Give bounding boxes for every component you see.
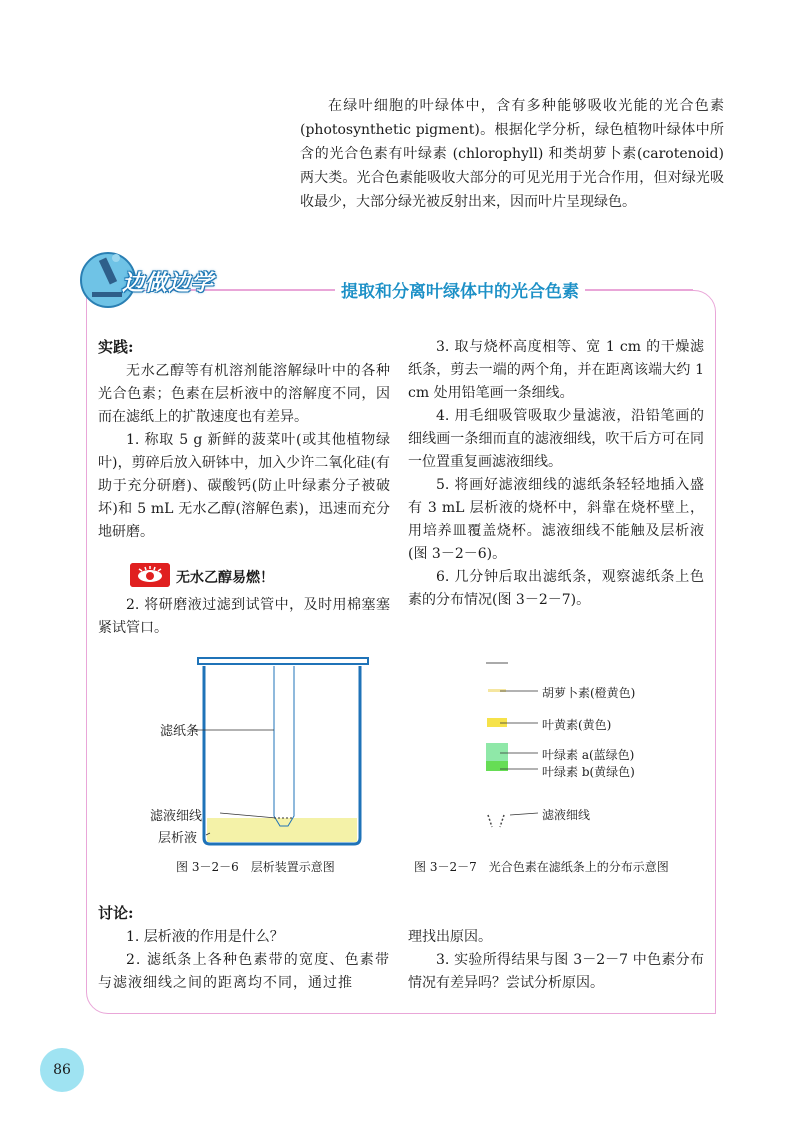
intro-paragraph: 在绿叶细胞的叶绿体中，含有多种能够吸收光能的光合色素(photosynthetic pigment)。根据化学分析，绿色植物叶绿体中所含的光合色素有叶绿素 (chlorophyll) 和类胡萝卜素(carotenoid)两大类。光合色素能吸收大部分的可见光用于光合作用，但对绿光吸收最少，大部分绿光被反射出来，因而叶片呈现绿色。: [300, 98, 724, 210]
practice-step-2-block: [98, 594, 390, 640]
filtrate-line-left: [488, 815, 492, 827]
discussion-left-column: [98, 926, 390, 995]
discussion-q3: 3. 实验所得结果与图 3－2－7 中色素分布情况有差异吗？尝试分析原因。: [408, 952, 704, 991]
discussion-q2: 2. 滤纸条上各种色素带的宽度、色素带与滤液细线之间的距离均不同，通过推: [98, 952, 390, 991]
warning-text: 无水乙醇易燃！: [176, 570, 274, 586]
band-label-carotene: 胡萝卜素(橙黄色): [542, 686, 636, 700]
discussion-q1: 1. 层析液的作用是什么？: [126, 929, 284, 945]
band-leader-lines: [500, 685, 545, 825]
petri-dish-cover: [198, 658, 368, 664]
practice-right-column: [408, 336, 704, 612]
beaker: [204, 666, 360, 844]
figure1-caption: 图 3－2－6 层析装置示意图: [176, 860, 335, 874]
discussion-right-column: [408, 926, 704, 995]
practice-step-6: 6. 几分钟后取出滤纸条，观察滤纸条上色素的分布情况(图 3－2－7)。: [408, 569, 704, 608]
band-label-chlorophyll-a: 叶绿素 a(蓝绿色): [542, 748, 635, 762]
practice-step-1: 1. 称取 5 g 新鲜的菠菜叶(或其他植物绿叶)，剪碎后放入研钵中，加入少许二氧化硅(有助于充分研磨)、碳酸钙(防止叶绿素分子被破坏)和 5 mL 无水乙醇(溶解色素)，迅速而充分地研磨。: [98, 432, 390, 540]
chromatography-liquid: [207, 818, 357, 842]
practice-intro: 无水乙醇等有机溶剂能溶解绿叶中的各种光合色素；色素在层析液中的溶解度不同，因而在滤纸上的扩散速度也有差异。: [98, 363, 390, 425]
band-label-chlorophyll-b: 叶绿素 b(黄绿色): [542, 765, 635, 779]
discussion-heading: 讨论:: [98, 904, 134, 922]
section-label: 边做边学: [122, 271, 215, 296]
label-filter-paper: 滤纸条: [160, 724, 200, 739]
label-filtrate-line: 滤液细线: [150, 809, 203, 824]
practice-step-3: 3. 取与烧杯高度相等、宽 1 cm 的干燥滤纸条，剪去一端的两个角，并在距离该端大约 1 cm 处用铅笔画一条细线。: [408, 339, 704, 401]
practice-step-2: 2. 将研磨液过滤到试管中，及时用棉塞塞紧试管口。: [98, 597, 390, 636]
page-number-text: 86: [53, 1062, 71, 1078]
figure2-caption: 图 3－2－7 光合色素在滤纸条上的分布示意图: [414, 860, 669, 874]
activity-title: 提取和分离叶绿体中的光合色素: [335, 277, 585, 302]
filter-paper-strip: [274, 666, 294, 826]
practice-step-5: 5. 将画好滤液细线的滤纸条轻轻地插入盛有 3 mL 层析液的烧杯中，斜靠在烧杯壁上，用培养皿覆盖烧杯。滤液细线不能触及层析液(图 3－2－6)。: [408, 477, 704, 562]
discussion-q2-cont: 理找出原因。: [408, 929, 492, 945]
practice-heading: 实践:: [98, 338, 134, 356]
practice-step-4: 4. 用毛细吸管吸取少量滤液，沿铅笔画的细线画一条细而直的滤液细线，吹干后方可在同一位置重复画滤液细线。: [408, 408, 704, 470]
label-leader-line: [220, 813, 276, 818]
eye-warning-icon: [130, 563, 170, 587]
page-number: [40, 1048, 84, 1092]
section-header: [78, 248, 728, 308]
band-label-xanthophyll: 叶黄素(黄色): [542, 718, 612, 732]
label-chromatography-liquid: 层析液: [158, 831, 198, 846]
practice-left-column: [98, 360, 390, 544]
band-label-filtrate-line: 滤液细线: [542, 808, 591, 822]
